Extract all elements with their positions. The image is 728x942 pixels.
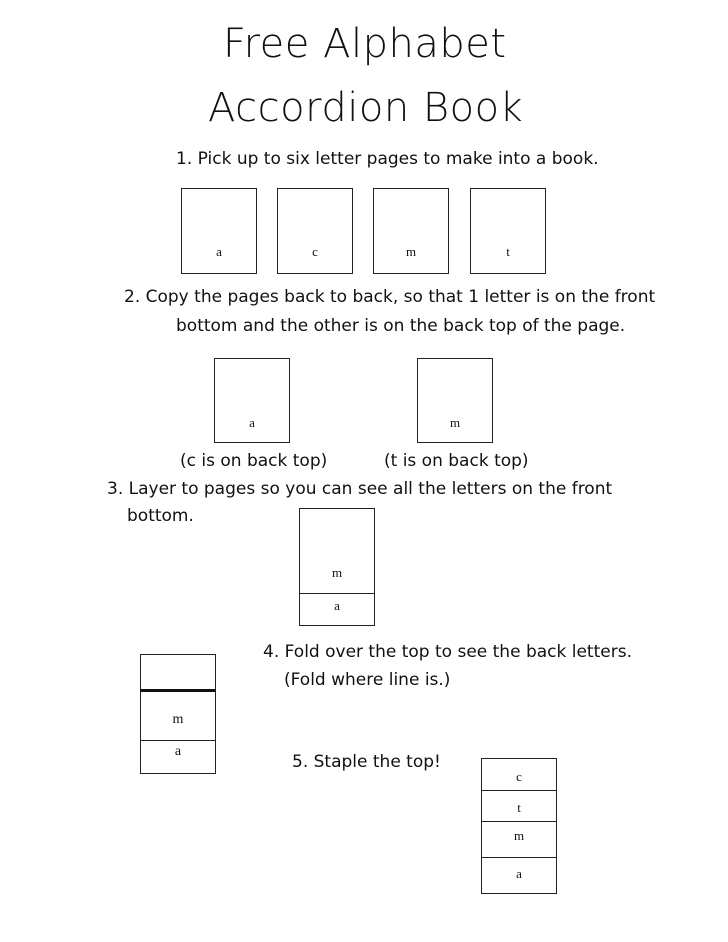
letter-page-m bbox=[373, 188, 449, 274]
page-edge-line bbox=[300, 593, 374, 594]
page-letter: m bbox=[513, 828, 525, 843]
letter-page-a bbox=[181, 188, 257, 274]
page-letter: m bbox=[405, 244, 417, 259]
letter-page-t bbox=[470, 188, 546, 274]
step-3-instruction-line-2: bottom. bbox=[127, 506, 194, 526]
step-5-instruction: 5. Staple the top! bbox=[292, 752, 441, 772]
page-letter: c bbox=[516, 769, 522, 784]
step-2-instruction-line-2: bottom and the other is on the back top of the page. bbox=[176, 316, 626, 336]
title-line-1: Free Alphabet bbox=[223, 21, 507, 67]
caption-c-back-top: (c is on back top) bbox=[180, 451, 328, 471]
page-letter: t bbox=[506, 244, 510, 259]
caption-t-back-top: (t is on back top) bbox=[384, 451, 529, 471]
page-edge-line bbox=[482, 857, 556, 858]
letter-page-c bbox=[277, 188, 353, 274]
layered-pages bbox=[299, 508, 375, 626]
page-letter: a bbox=[174, 744, 182, 759]
page-letter: a bbox=[216, 244, 222, 259]
page-letter: a bbox=[334, 598, 340, 613]
page-letter: c bbox=[312, 244, 318, 259]
page-letter: m bbox=[172, 712, 184, 727]
page-letter: m bbox=[331, 565, 343, 580]
page-edge-line bbox=[482, 821, 556, 822]
step-1-instruction: 1. Pick up to six letter pages to make into a book. bbox=[176, 149, 599, 169]
title-line-2: Accordion Book bbox=[208, 85, 524, 131]
step-4-instruction-line-1: 4. Fold over the top to see the back letters. bbox=[263, 642, 632, 662]
stapled-book bbox=[481, 758, 557, 894]
copied-page-m bbox=[417, 358, 493, 443]
step-3-instruction-line-1: 3. Layer to pages so you can see all the letters on the front bbox=[107, 479, 613, 499]
page-letter: m bbox=[449, 415, 461, 430]
step-4-instruction-line-2: (Fold where line is.) bbox=[284, 670, 451, 690]
page-letter: a bbox=[249, 415, 255, 430]
step-2-instruction-line-1: 2. Copy the pages back to back, so that 1 letter is on the front bbox=[124, 287, 656, 307]
copied-page-a bbox=[214, 358, 290, 443]
folded-pages bbox=[140, 654, 216, 774]
fold-line bbox=[140, 689, 216, 692]
page-edge-line bbox=[141, 740, 215, 741]
page-letter: a bbox=[516, 866, 522, 881]
page-edge-line bbox=[482, 790, 556, 791]
page-letter: t bbox=[517, 800, 521, 815]
